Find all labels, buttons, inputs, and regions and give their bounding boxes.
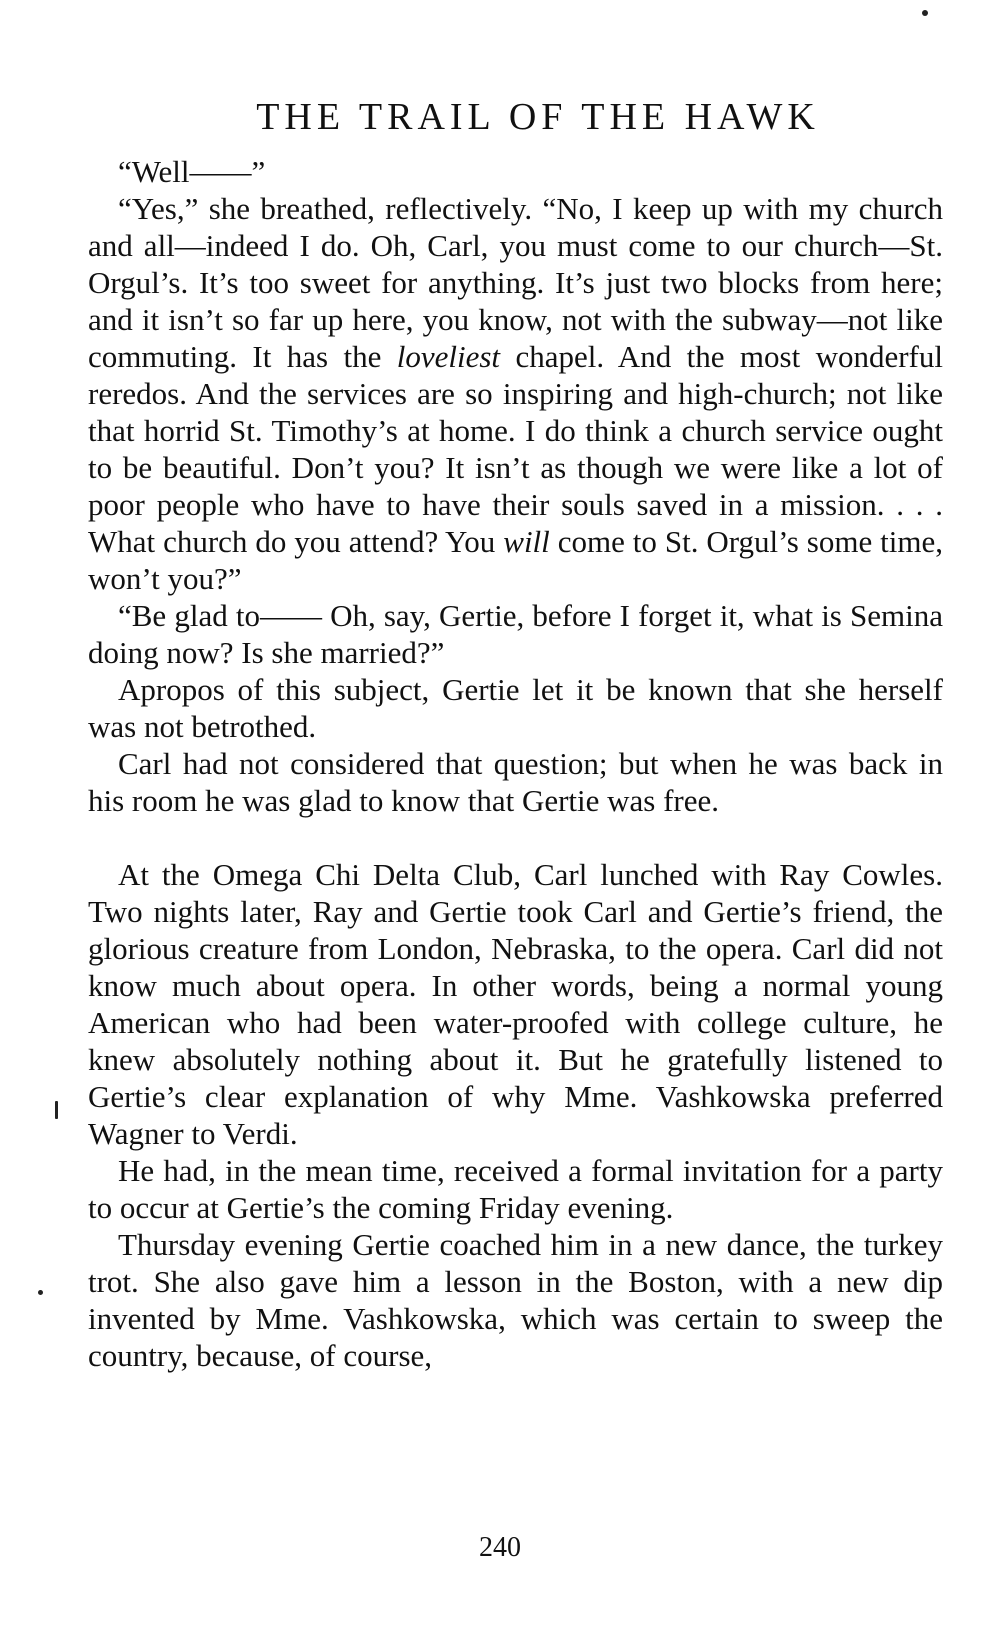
print-speck-top	[922, 10, 928, 16]
print-speck-margin	[55, 1101, 58, 1119]
paragraph-2	[88, 190, 943, 597]
paragraph-2-text-a: “Yes,” she breathed, reflectively. “No, I keep up with my church and all—indeed I do. Oh, Carl, you must come to our church—St. Orgul’s. It’s too sweet for anything. It’s just two blocks from here; and it isn’t so far up here, you know, not with the subway—not like commuting. It has the	[88, 191, 943, 374]
paragraph-8: Thursday evening Gertie coached him in a new dance, the turkey trot. She also gave him a lesson in the Boston, with a new dip invented by Mme. Vashkowska, which was certain to sweep the country, because, of course,	[88, 1227, 943, 1373]
paragraph-4: Apropos of this subject, Gertie let it be known that she herself was not betrothed.	[88, 672, 943, 744]
paragraph-6: At the Omega Chi Delta Club, Carl lunched with Ray Cowles. Two nights later, Ray and Gertie took Carl and Gertie’s friend, the glorious creature from London, Nebraska, to the opera. Carl did not know much about opera. In other words, being a normal young American who had been water-proofed with college culture, he knew absolutely nothing about it. But he gratefully listened to Gertie’s clear explanation of why Mme. Vashkowska preferred Wagner to Verdi.	[88, 857, 943, 1151]
paragraph-7: He had, in the mean time, received a formal invitation for a party to occur at Gertie’s the coming Friday evening.	[88, 1153, 943, 1225]
paragraph-1: “Well——”	[118, 154, 266, 189]
paragraph-2-text-b: chapel. And the most wonderful reredos. And the services are so inspiring and high-church; not like that horrid St. Timothy’s at home. I do think a church service ought to be beautiful. Don’t you? It isn’t as though we were like a lot of poor people who have to have their souls saved in a mission. . . . What church do you attend? You	[88, 339, 943, 559]
paragraph-5: Carl had not considered that question; but when he was back in his room he was glad to know that Gertie was free.	[88, 746, 943, 818]
paragraph-2-text-c: come to St. Orgul’s some time, won’t you?”	[88, 524, 943, 596]
emphasis-will: will	[503, 524, 550, 559]
running-title: THE TRAIL OF THE HAWK	[256, 96, 820, 138]
page-number: 240	[479, 1532, 521, 1563]
emphasis-loveliest: loveliest	[396, 339, 501, 374]
print-speck-left	[38, 1290, 43, 1295]
paragraph-3: “Be glad to—— Oh, say, Gertie, before I forget it, what is Semina doing now? Is she married?”	[88, 598, 943, 670]
book-page	[88, 95, 943, 1374]
